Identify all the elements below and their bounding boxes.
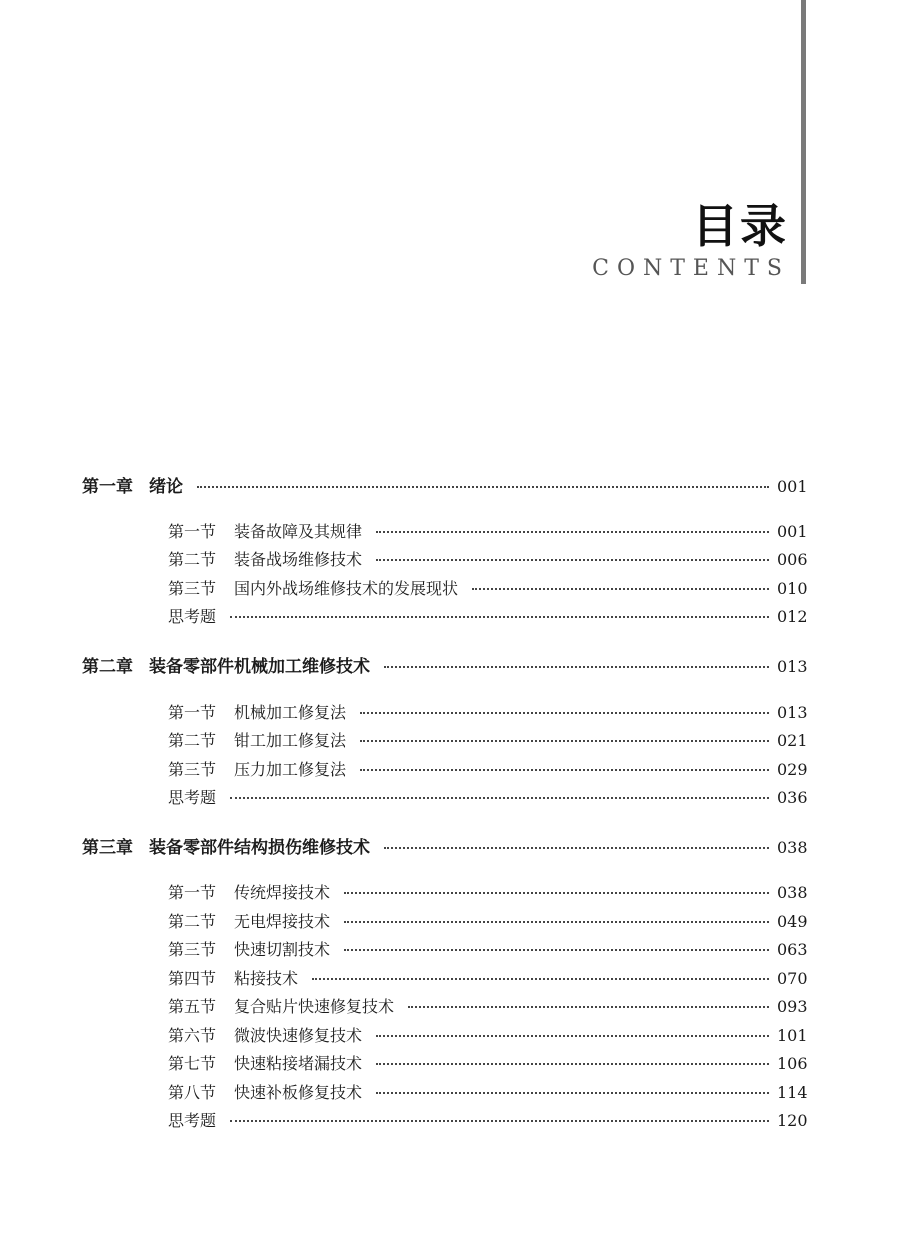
entry-title: 绪论 [149,477,183,497]
toc-section-entry[interactable] [168,700,808,723]
entry-page-number: 070 [777,969,808,988]
toc-section-entry[interactable] [168,966,808,989]
entry-number: 第六节 [168,1026,217,1045]
leader-dots [230,616,769,618]
entry-title: 国内外战场维修技术的发展现状 [234,579,459,598]
entry-number: 第三章 [82,838,133,858]
entry-title: 快速切割技术 [234,940,331,959]
entry-title: 装备零部件结构损伤维修技术 [149,838,370,858]
entry-title: 微波快速修复技术 [234,1026,363,1045]
toc-chapter-entry[interactable] [82,652,808,677]
entry-page-number: 063 [777,940,808,959]
toc-section-entry[interactable] [168,909,808,932]
entry-page-number: 010 [777,579,808,598]
leader-dots [344,921,769,923]
entry-number: 第一章 [82,477,133,497]
entry-number: 第七节 [168,1054,217,1073]
leader-dots [384,666,769,668]
toc-section-entry[interactable] [168,1080,808,1103]
toc-section-entry[interactable] [168,576,808,599]
entry-number: 第二章 [82,657,133,677]
entry-title: 装备故障及其规律 [234,522,363,541]
toc-section-entry[interactable] [168,937,808,960]
leader-dots [376,1063,769,1065]
toc-section-entry[interactable] [168,604,808,627]
entry-page-number: 013 [777,703,808,722]
entry-page-number: 114 [777,1083,808,1102]
entry-title: 装备战场维修技术 [234,550,363,569]
toc-section-entry[interactable] [168,994,808,1017]
toc-section-entry[interactable] [168,519,808,542]
entry-title: 快速补板修复技术 [234,1083,363,1102]
entry-page-number: 120 [777,1111,808,1130]
entry-title: 机械加工修复法 [234,703,347,722]
entry-title: 思考题 [168,1111,217,1130]
leader-dots [197,486,769,488]
toc-section-entry[interactable] [168,1051,808,1074]
entry-title: 无电焊接技术 [234,912,331,931]
toc-section-entry[interactable] [168,1023,808,1046]
leader-dots [360,740,769,742]
toc-chapter-entry[interactable] [82,472,808,497]
entry-title: 装备零部件机械加工维修技术 [149,657,370,677]
entry-number: 第八节 [168,1083,217,1102]
entry-number: 第一节 [168,703,217,722]
entry-page-number: 093 [777,997,808,1016]
entry-page-number: 006 [777,550,808,569]
entry-page-number: 021 [777,731,808,750]
entry-number: 第一节 [168,522,217,541]
entry-number: 第三节 [168,940,217,959]
entry-number: 第二节 [168,912,217,931]
entry-page-number: 001 [777,522,808,541]
entry-page-number: 029 [777,760,808,779]
toc-section-entry[interactable] [168,547,808,570]
toc-section-entry[interactable] [168,880,808,903]
entry-page-number: 101 [777,1026,808,1045]
leader-dots [376,1092,769,1094]
entry-page-number: 013 [777,657,808,676]
entry-title: 快速粘接堵漏技术 [234,1054,363,1073]
leader-dots [360,769,769,771]
entry-page-number: 106 [777,1054,808,1073]
toc-section-entry[interactable] [168,1108,808,1131]
leader-dots [376,531,769,533]
entry-title: 思考题 [168,607,217,626]
toc-section-entry[interactable] [168,757,808,780]
toc-section-entry[interactable] [168,785,808,808]
toc-section-entry[interactable] [168,728,808,751]
page-title: 目录 [692,199,788,253]
entry-page-number: 036 [777,788,808,807]
header-vertical-rule [801,0,806,284]
entry-number: 第二节 [168,731,217,750]
leader-dots [230,1120,769,1122]
entry-number: 第三节 [168,579,217,598]
leader-dots [344,949,769,951]
entry-title: 钳工加工修复法 [234,731,347,750]
leader-dots [376,559,769,561]
entry-page-number: 049 [777,912,808,931]
entry-number: 第二节 [168,550,217,569]
entry-number: 第三节 [168,760,217,779]
leader-dots [230,797,769,799]
toc-chapter-entry[interactable] [82,833,808,858]
entry-number: 第五节 [168,997,217,1016]
entry-page-number: 038 [777,838,808,857]
leader-dots [312,978,769,980]
entry-title: 粘接技术 [234,969,299,988]
page-subtitle: CONTENTS [592,256,790,281]
leader-dots [376,1035,769,1037]
leader-dots [344,892,769,894]
entry-title: 复合贴片快速修复技术 [234,997,395,1016]
entry-page-number: 001 [777,477,808,496]
entry-title: 传统焊接技术 [234,883,331,902]
leader-dots [408,1006,769,1008]
leader-dots [360,712,769,714]
entry-title: 思考题 [168,788,217,807]
entry-number: 第一节 [168,883,217,902]
entry-page-number: 012 [777,607,808,626]
leader-dots [472,588,769,590]
entry-page-number: 038 [777,883,808,902]
entry-title: 压力加工修复法 [234,760,347,779]
leader-dots [384,847,769,849]
entry-number: 第四节 [168,969,217,988]
